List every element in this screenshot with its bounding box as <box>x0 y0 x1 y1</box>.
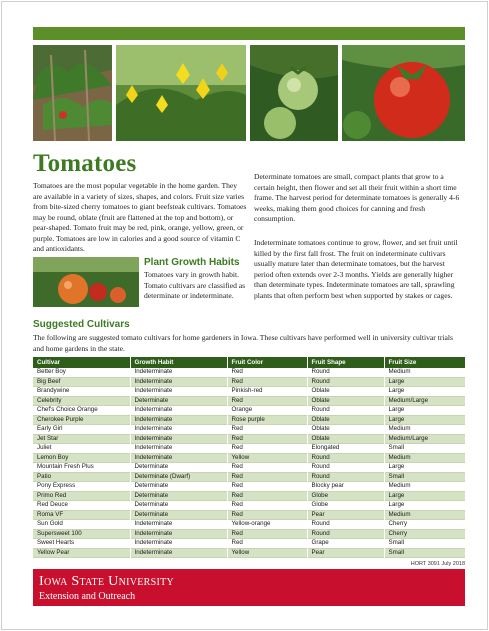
growth-habit-cell: Indeterminate <box>130 548 227 558</box>
fruit-size-cell: Cherry <box>384 529 465 539</box>
growth-habit-cell: Indeterminate <box>130 434 227 444</box>
fruit-color-cell: Orange <box>227 406 307 416</box>
fruit-shape-cell: Blocky pear <box>307 482 384 492</box>
growth-habit-cell: Indeterminate <box>130 387 227 397</box>
fruit-shape-cell: Oblate <box>307 425 384 435</box>
fruit-shape-cell: Grape <box>307 539 384 549</box>
fruit-shape-cell: Pear <box>307 510 384 520</box>
fruit-color-cell: Red <box>227 539 307 549</box>
cultivar-cell: Big Beef <box>33 377 130 387</box>
fruit-color-cell: Red <box>227 472 307 482</box>
table-row <box>33 529 465 539</box>
cultivar-cell: Sweet Hearts <box>33 539 130 549</box>
fruit-size-cell: Large <box>384 377 465 387</box>
table-row <box>33 482 465 492</box>
cultivar-cell: Sun Gold <box>33 520 130 530</box>
fruit-shape-cell: Round <box>307 472 384 482</box>
growth-habit-cell: Determinate (Dwarf) <box>130 472 227 482</box>
photo-tomato-plants-staked <box>33 45 112 141</box>
table-row <box>33 491 465 501</box>
growth-habit-cell: Indeterminate <box>130 520 227 530</box>
fruit-shape-cell: Round <box>307 453 384 463</box>
fruit-color-cell: Red <box>227 368 307 377</box>
fruit-color-cell: Red <box>227 510 307 520</box>
photo-ripe-red-tomato <box>342 45 465 141</box>
fruit-size-cell: Small <box>384 444 465 454</box>
growth-habit-cell: Indeterminate <box>130 415 227 425</box>
fruit-size-cell: Small <box>384 472 465 482</box>
cultivar-cell: Lemon Boy <box>33 453 130 463</box>
determinate-paragraph: Determinate tomatoes are small, compact plants that grow to a certain height, then flower and set all their fruit within a short time frame. The harvest period for determinate tomatoes is generally 4-6 weeks, making them good choices for canning and fresh consumption. <box>254 172 460 223</box>
cultivar-cell: Jet Star <box>33 434 130 444</box>
column-header: Fruit Shape <box>307 357 384 368</box>
growth-habit-cell: Indeterminate <box>130 377 227 387</box>
table-row <box>33 472 465 482</box>
cultivar-cell: Red Deuce <box>33 501 130 511</box>
growth-habit-cell: Determinate <box>130 510 227 520</box>
photo-tomato-flowers <box>116 45 246 141</box>
fruit-color-cell: Red <box>227 425 307 435</box>
publication-code: HORT 3091 July 2018 <box>410 561 465 567</box>
growth-habit-cell: Determinate <box>130 396 227 406</box>
growth-habit-cell: Determinate <box>130 491 227 501</box>
university-logo-text: Iowa State University <box>39 574 175 589</box>
table-row <box>33 539 465 549</box>
fruit-shape-cell: Pear <box>307 548 384 558</box>
fruit-shape-cell: Round <box>307 520 384 530</box>
table-row <box>33 425 465 435</box>
fruit-shape-cell: Round <box>307 529 384 539</box>
fruit-color-cell: Yellow-orange <box>227 520 307 530</box>
cultivar-cell: Primo Red <box>33 491 130 501</box>
table-row <box>33 396 465 406</box>
fruit-size-cell: Medium <box>384 368 465 377</box>
cultivar-cell: Early Girl <box>33 425 130 435</box>
growth-habits-heading: Plant Growth Habits <box>144 257 240 268</box>
fruit-size-cell: Medium/Large <box>384 434 465 444</box>
table-row <box>33 520 465 530</box>
growth-habit-cell: Determinate <box>130 501 227 511</box>
cultivar-cell: Pony Express <box>33 482 130 492</box>
growth-habit-cell: Determinate <box>130 482 227 492</box>
cultivar-cell: Cherokee Purple <box>33 415 130 425</box>
footer-banner <box>33 569 465 606</box>
table-row <box>33 548 465 558</box>
cultivar-cell: Roma VF <box>33 510 130 520</box>
growth-habits-paragraph: Tomatoes vary in growth habit. Tomato cultivars are classified as determinate or indeterminate. <box>144 270 246 300</box>
cultivar-cell: Celebrity <box>33 396 130 406</box>
fruit-size-cell: Cherry <box>384 520 465 530</box>
fruit-color-cell: Rose purple <box>227 415 307 425</box>
table-row <box>33 510 465 520</box>
table-header-row <box>33 357 465 368</box>
growth-habit-cell: Indeterminate <box>130 368 227 377</box>
page-title: Tomatoes <box>33 150 137 177</box>
fruit-size-cell: Small <box>384 548 465 558</box>
cultivars-heading: Suggested Cultivars <box>33 319 130 330</box>
table-row <box>33 415 465 425</box>
table-row <box>33 463 465 473</box>
table-row <box>33 434 465 444</box>
fruit-shape-cell: Round <box>307 463 384 473</box>
fruit-shape-cell: Globe <box>307 501 384 511</box>
fruit-size-cell: Medium <box>384 453 465 463</box>
fruit-shape-cell: Round <box>307 368 384 377</box>
fruit-size-cell: Large <box>384 501 465 511</box>
table-row <box>33 444 465 454</box>
fruit-color-cell: Yellow <box>227 548 307 558</box>
cultivar-cell: Chef's Choice Orange <box>33 406 130 416</box>
table-row <box>33 387 465 397</box>
fruit-color-cell: Red <box>227 463 307 473</box>
cultivar-cell: Supersweet 100 <box>33 529 130 539</box>
fruit-color-cell: Red <box>227 434 307 444</box>
growth-habit-cell: Indeterminate <box>130 444 227 454</box>
table-row <box>33 501 465 511</box>
fruit-size-cell: Medium <box>384 510 465 520</box>
fruit-shape-cell: Oblate <box>307 396 384 406</box>
fruit-color-cell: Red <box>227 396 307 406</box>
top-color-bar <box>33 27 465 40</box>
fruit-shape-cell: Oblate <box>307 434 384 444</box>
photo-tomato-cluster <box>33 257 139 307</box>
fruit-color-cell: Red <box>227 529 307 539</box>
fruit-shape-cell: Round <box>307 377 384 387</box>
fruit-size-cell: Large <box>384 491 465 501</box>
fruit-size-cell: Medium <box>384 425 465 435</box>
table-row <box>33 453 465 463</box>
photo-green-tomatoes <box>250 45 338 141</box>
fruit-shape-cell: Round <box>307 406 384 416</box>
fruit-shape-cell: Oblate <box>307 415 384 425</box>
column-header: Fruit Color <box>227 357 307 368</box>
fruit-color-cell: Yellow <box>227 453 307 463</box>
fruit-shape-cell: Globe <box>307 491 384 501</box>
fruit-size-cell: Medium <box>384 482 465 492</box>
fruit-color-cell: Red <box>227 501 307 511</box>
indeterminate-paragraph: Indeterminate tomatoes continue to grow, flower, and set fruit until killed by the first fall frost. The fruit on indeterminate cultivars usually mature later than determinate tomatoes, but the harvest period often extends over 2-3 months. Yields are generally higher than determinate types. Indeterminate tomatoes are tall, sprawling plants that often perform best when supported by stakes or cages. <box>254 238 458 300</box>
fruit-color-cell: Red <box>227 377 307 387</box>
growth-habit-cell: Indeterminate <box>130 425 227 435</box>
cultivar-cell: Better Boy <box>33 368 130 377</box>
fruit-size-cell: Medium/Large <box>384 396 465 406</box>
fruit-size-cell: Large <box>384 387 465 397</box>
table-row <box>33 377 465 387</box>
fruit-size-cell: Small <box>384 539 465 549</box>
fruit-color-cell: Red <box>227 482 307 492</box>
fruit-color-cell: Red <box>227 491 307 501</box>
cultivar-cell: Yellow Pear <box>33 548 130 558</box>
fruit-size-cell: Large <box>384 463 465 473</box>
growth-habit-cell: Indeterminate <box>130 539 227 549</box>
table-row <box>33 406 465 416</box>
column-header: Growth Habit <box>130 357 227 368</box>
fruit-size-cell: Large <box>384 415 465 425</box>
fruit-size-cell: Large <box>384 406 465 416</box>
cultivars-paragraph: The following are suggested tomato cultivars for home gardeners in Iowa. These cultivars have performed well in university cultivar trials and home gardens in the state. <box>33 333 453 353</box>
fruit-shape-cell: Oblate <box>307 387 384 397</box>
cultivar-cell: Juliet <box>33 444 130 454</box>
fruit-color-cell: Red <box>227 444 307 454</box>
cultivar-cell: Mountain Fresh Plus <box>33 463 130 473</box>
extension-text: Extension and Outreach <box>39 591 136 602</box>
growth-habit-cell: Indeterminate <box>130 406 227 416</box>
table-row <box>33 368 465 377</box>
growth-habit-cell: Determinate <box>130 463 227 473</box>
intro-paragraph: Tomatoes are the most popular vegetable in the home garden. They are available in a variety of sizes, shapes, and colors. Fruit size varies from bite-sized cherry tomatoes to giant beefsteak cultivars. Tomatoes may be round, oblate (fruit are flattened at the top and bottom), or pear-shaped. Tomato fruit may be red, pink, orange, yellow, green, or purple. Tomatoes are low in calories and a good source of vitamin C and antioxidants. <box>33 181 247 253</box>
growth-habit-cell: Indeterminate <box>130 453 227 463</box>
cultivar-table <box>33 357 465 558</box>
cultivar-cell: Brandywine <box>33 387 130 397</box>
growth-habit-cell: Indeterminate <box>130 529 227 539</box>
table-header <box>33 357 465 368</box>
column-header: Fruit Size <box>384 357 465 368</box>
fruit-color-cell: Pinkish-red <box>227 387 307 397</box>
column-header: Cultivar <box>33 357 130 368</box>
table-body <box>33 368 465 558</box>
fruit-shape-cell: Elongated <box>307 444 384 454</box>
cultivar-cell: Patio <box>33 472 130 482</box>
